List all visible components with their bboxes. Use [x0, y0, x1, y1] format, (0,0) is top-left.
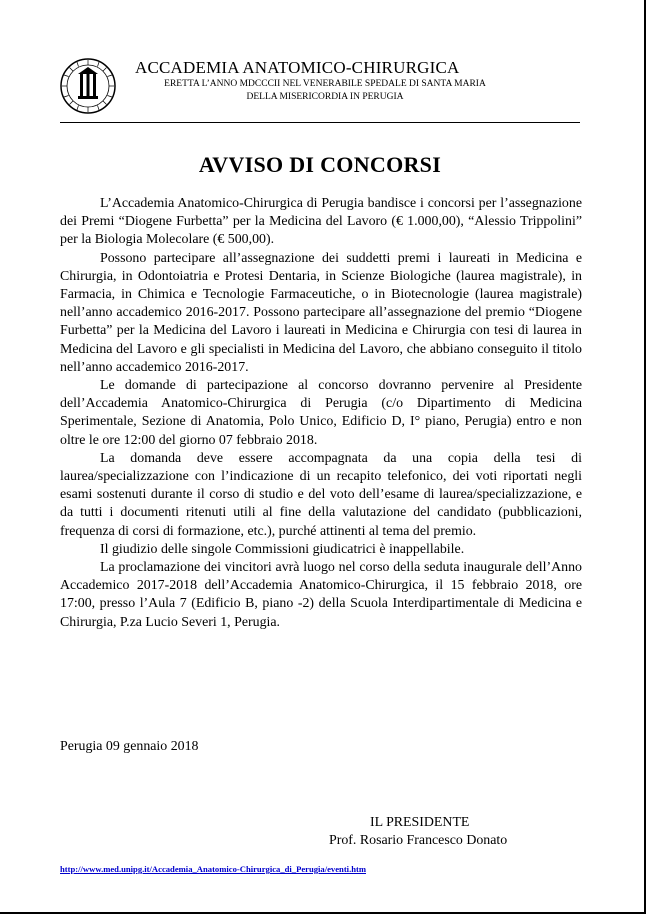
signature-name: Prof. Rosario Francesco Donato [329, 833, 508, 848]
paragraph: La proclamazione dei vincitori avrà luogo nel corso della seduta inaugurale dell’Anno Accademico 2017-2018 dell’Accademia Anatomico-Chirurgica, il 15 febbraio 2018, ore 17:00, presso l’Aula 7 (Edificio B, piano -2) della Scuola Interdipartimentale di Medicina e Chirurgia, P.za Lucio Severi 1, Perugia. [60, 560, 582, 630]
paragraph: Il giudizio delle singole Commissioni giudicatrici è inappellabile. [100, 541, 465, 557]
academy-subtitle-line-2: DELLA MISERICORDIA IN PERUGIA [246, 92, 404, 102]
paragraph: L’Accademia Anatomico-Chirurgica di Perugia bandisce i concorsi per l’assegnazione dei Premi “Diogene Furbetta” per la Medicina del Lavoro (€ 1.000,00), “Alessio Trippolini” per la Biologia Molecolare (€ 500,00). [60, 196, 582, 248]
document-date: Perugia 09 gennaio 2018 [60, 739, 199, 754]
paragraph: Possono partecipare all’assegnazione dei suddetti premi i laureati in Medicina e Chirurgia, in Odontoiatria e Protesi Dentaria, in Scienze Biologiche (laurea magistrale), in Farmacia, in Chimica e Tecnologie Farmaceutiche, o in Biotecnologie (laurea magistrale) nell’anno accademico 2016-2017. Possono partecipare all’assegnazione del premio “Diogene Furbetta” per la Medicina del Lavoro i laureati in Medicina e Chirurgia con tesi di laurea in Medicina del Lavoro e gli specialisti in Medicina del Lavoro, che abbiano conseguito il titolo nell’anno accademico 2016-2017. [60, 250, 582, 375]
events-page-link[interactable]: http://www.med.unipg.it/Accademia_Anatomico-Chirurgica_di_Perugia/eventi.htm [60, 864, 367, 874]
header-divider [60, 122, 580, 123]
signature-role: IL PRESIDENTE [370, 815, 470, 830]
academy-title: ACCADEMIA ANATOMICO-CHIRURGICA [135, 58, 460, 77]
academy-subtitle-line-1: ERETTA L’ANNO MDCCCII NEL VENERABILE SPEDALE DI SANTA MARIA [164, 79, 486, 89]
paragraph: Le domande di partecipazione al concorso dovranno pervenire al Presidente dell’Accademia Anatomico-Chirurgica di Perugia (c/o Dipartimento di Medicina Sperimentale, Sezione di Anatomia, Polo Unico, Edificio D, I° piano, Perugia) entro e non oltre le ore 12:00 del giorno 07 febbraio 2018. [60, 378, 582, 448]
document-title: AVVISO DI CONCORSI [198, 152, 442, 177]
paragraph: La domanda deve essere accompagnata da una copia della tesi di laurea/specializzazione con l’indicazione di un recapito telefonico, dei voti riportati negli esami sostenuti durante il corso di studio e del voto dell’esame di laurea/specializzazione, e da tutti i documenti ritenuti utili al fine della valutazione del candidato (pubblicazioni, frequenza di corsi di formazione, etc.), purché attinenti al tema del premio. [60, 450, 582, 539]
academy-seal-icon [60, 58, 116, 114]
notice-body [60, 195, 582, 632]
